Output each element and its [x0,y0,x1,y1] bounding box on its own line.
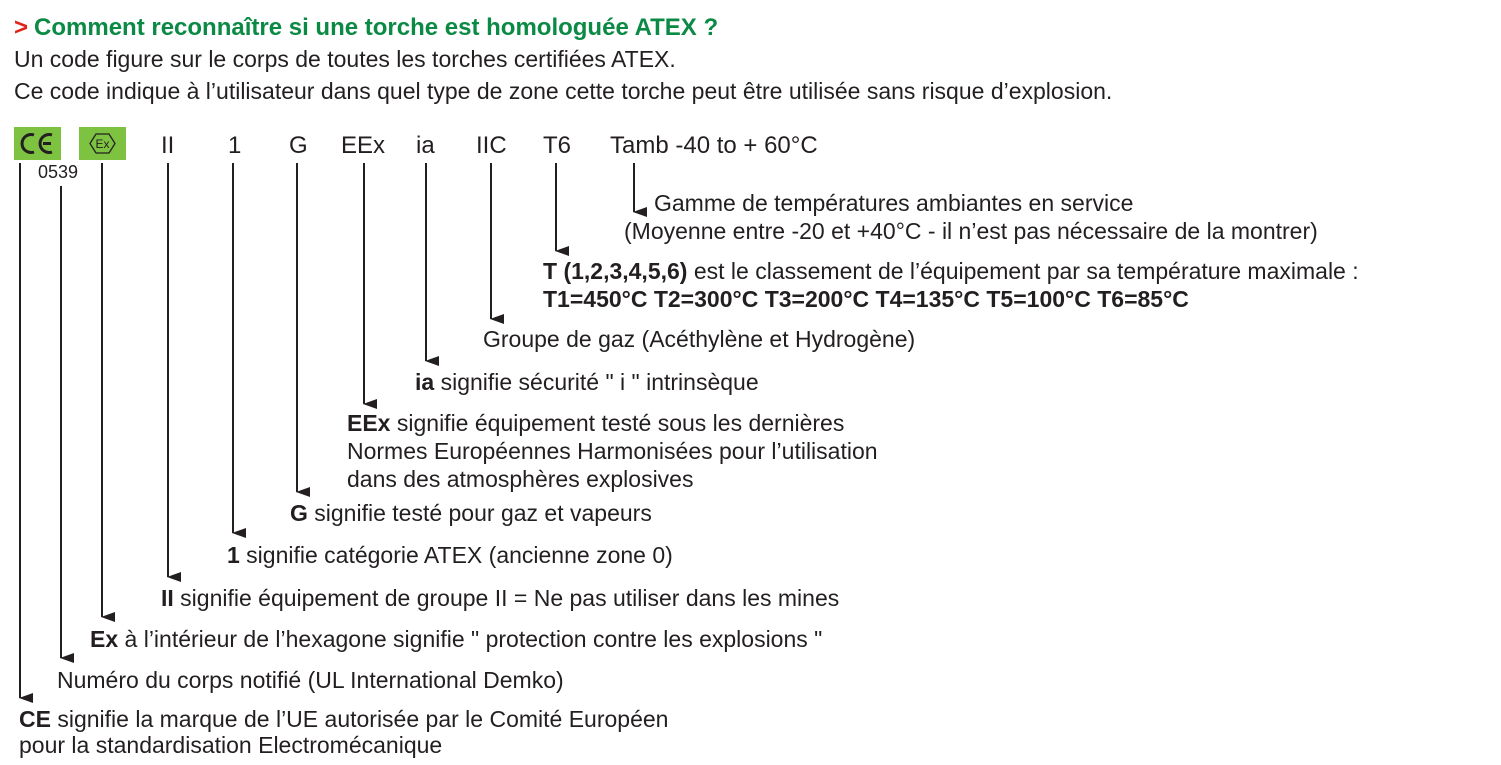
tamb-explanation-line-2: (Moyenne entre -20 et +40°C - il n’est pas nécessaire de la montrer) [624,218,1318,244]
code-t6: T6 [543,132,572,159]
gas-group-explanation: Groupe de gaz (Acéthylène et Hydrogène) [483,326,916,352]
intro-line-2: Ce code indique à l’utilisateur dans quel type de zone cette torche peut être utilisée sans risque d’explosion. [14,78,1113,104]
one-key: 1 [227,542,240,568]
one-explanation [227,542,673,569]
notified-body-number: 0539 [38,162,79,182]
t-class-values: T1=450°C T2=300°C T3=200°C T4=135°C T5=100°C T6=85°C [543,286,1189,312]
code-eex: EEx [341,132,386,159]
ce-text: signifie la marque de l’UE autorisée par le Comité Européen [50,706,669,732]
ex-text: à l’intérieur de l’hexagone signifie " protection contre les explosions " [118,626,823,652]
ii-key: II [161,585,174,611]
t-class-explanation [543,258,1359,285]
ce-explanation-line-2: pour la standardisation Electromécanique [19,732,443,758]
code-g: G [289,132,308,159]
g-explanation [290,500,652,527]
ia-key: ia [415,369,435,395]
eex-explanation-line-1 [347,410,844,437]
ce-explanation-line-1 [19,706,668,733]
code-ii: II [161,132,175,159]
code-iic: IIC [476,132,507,159]
ii-text: signifie équipement de groupe II = Ne pas utiliser dans les mines [173,585,840,611]
tamb-explanation-line-1: Gamme de températures ambiantes en service [654,190,1134,216]
title-text: Comment reconnaître si une torche est homologuée ATEX ? [34,14,719,41]
ex-key: Ex [90,626,119,652]
ia-text: signifie sécurité " i " intrinsèque [434,369,759,395]
ii-explanation [161,585,839,612]
g-key: G [290,500,308,526]
ce-key: CE [19,706,51,732]
ex-explanation [90,626,822,653]
code-ia: ia [416,132,435,159]
eex-key: EEx [347,410,391,436]
eex-explanation-line-2: Normes Européennes Harmonisées pour l’utilisation [347,438,878,464]
eex-explanation-line-3: dans des atmosphères explosives [347,466,694,492]
code-1: 1 [228,132,242,159]
t-class-text: est le classement de l’équipement par sa température maximale : [687,258,1359,284]
one-text: signifie catégorie ATEX (ancienne zone 0) [239,542,673,568]
ia-explanation [415,369,759,396]
t-class-key: T (1,2,3,4,5,6) [543,258,688,284]
eex-text: signifie équipement testé sous les dernières [390,410,845,436]
code-tamb: Tamb -40 to + 60°C [610,132,818,159]
svg-text:Ex: Ex [95,137,110,151]
g-text: signifie testé pour gaz et vapeurs [307,500,652,526]
number-explanation: Numéro du corps notifié (UL International Demko) [57,667,564,693]
chevron-right-icon: > [14,14,29,41]
intro-line-1: Un code figure sur le corps de toutes les torches certifiées ATEX. [14,46,676,72]
